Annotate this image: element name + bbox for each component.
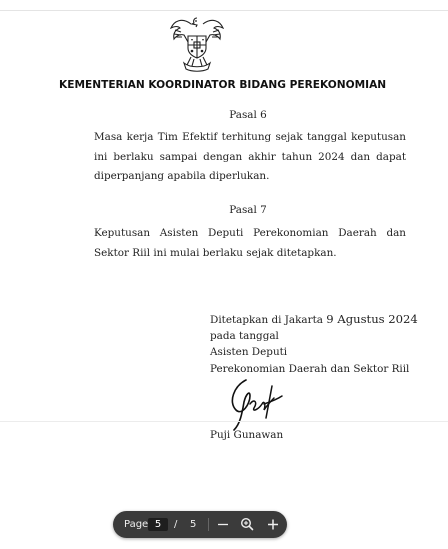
signature-position: Asisten Deputi bbox=[210, 346, 288, 358]
ministry-header: KEMENTERIAN KOORDINATOR BIDANG PEREKONOMIAN bbox=[59, 79, 387, 91]
zoom-in-plus-icon[interactable] bbox=[264, 511, 282, 538]
signatory-name: Puji Gunawan bbox=[210, 429, 284, 441]
signature-line-on-date: pada tanggal bbox=[210, 330, 279, 342]
total-pages: 5 bbox=[190, 519, 197, 530]
signature-date: 9 Agustus 2024 bbox=[326, 312, 418, 326]
pdf-viewer-toolbar bbox=[113, 511, 287, 538]
page-bottom-edge bbox=[0, 421, 448, 422]
page-label: Page bbox=[124, 519, 149, 530]
signature-place-date bbox=[210, 312, 418, 326]
zoom-in-magnifier-icon[interactable] bbox=[238, 511, 256, 538]
handwritten-signature bbox=[224, 374, 288, 432]
article-6-text: Masa kerja Tim Efektif terhitung sejak tanggal keputusan ini berlaku sampai dengan akhir tahun 2024 dan dapat diperpanjang apabila diperlukan. bbox=[94, 131, 406, 182]
current-page-input[interactable]: 5 bbox=[148, 518, 168, 531]
zoom-out-icon[interactable] bbox=[214, 511, 232, 538]
page-top-edge bbox=[0, 10, 448, 11]
toolbar-divider bbox=[208, 518, 209, 531]
article-7-text: Keputusan Asisten Deputi Perekonomian Daerah dan Sektor Riil ini mulai berlaku sejak ditetapkan. bbox=[94, 227, 406, 259]
signature-unit: Perekonomian Daerah dan Sektor Riil bbox=[210, 363, 410, 375]
signature-place: Ditetapkan di Jakarta bbox=[210, 314, 323, 326]
article-7-heading: Pasal 7 bbox=[229, 204, 267, 216]
article-6-heading: Pasal 6 bbox=[229, 109, 267, 121]
page-separator: / bbox=[174, 519, 178, 530]
garuda-emblem bbox=[166, 12, 228, 74]
